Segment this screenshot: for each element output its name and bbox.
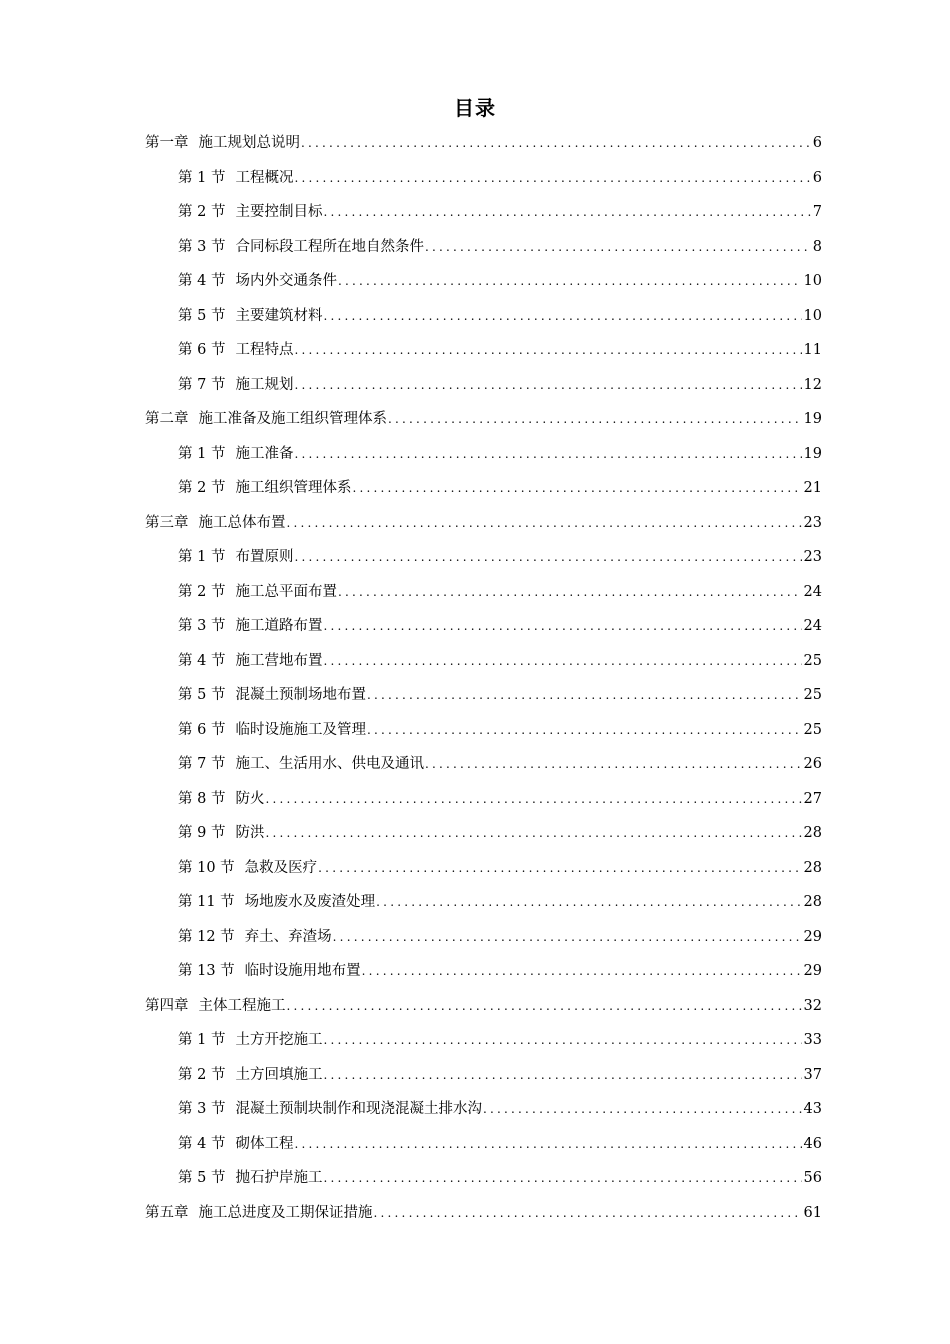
toc-dot-leader [318,851,801,886]
toc-dot-leader [323,1161,801,1196]
toc-entry-text: 临时设施施工及管理 [235,721,366,738]
toc-entry-label [178,747,424,782]
toc-page-number: 19 [803,411,822,427]
toc-entry-label [178,368,293,403]
toc-entry-number: 第 7 节 [178,376,226,393]
toc-entry-text: 布置原则 [235,549,294,565]
toc-page-number: 33 [803,1032,822,1048]
toc-entry-number: 第 3 节 [178,1101,226,1117]
toc-entry-label [178,885,375,920]
toc-section-entry[interactable] [145,1161,822,1196]
toc-section-entry[interactable] [145,333,822,368]
toc-entry-label [178,782,264,817]
toc-page-number: 6 [812,169,822,186]
toc-page-number: 29 [803,928,822,945]
toc-section-entry[interactable] [145,885,822,920]
toc-page-number: 43 [803,1101,822,1117]
toc-section-entry[interactable] [145,609,822,644]
toc-entry-text: 砌体工程 [235,1135,294,1152]
toc-dot-leader [294,437,801,472]
toc-chapter-entry[interactable] [145,1196,822,1231]
toc-dot-leader [323,299,801,334]
toc-dot-leader [294,540,801,575]
toc-entry-text: 弃土、弃渣场 [244,928,332,945]
toc-entry-label [178,230,424,265]
toc-entry-text: 合同标段工程所在地自然条件 [235,238,424,255]
toc-dot-leader [323,644,801,679]
toc-dot-leader [425,747,802,782]
toc-entry-text: 防洪 [235,825,265,841]
toc-dot-leader [376,885,801,920]
toc-entry-number: 第一章 [145,135,189,151]
toc-dot-leader [301,126,811,161]
toc-page-number: 26 [803,756,822,772]
toc-dot-leader [294,368,801,403]
toc-entry-number: 第 8 节 [178,790,226,807]
toc-entry-text: 主要建筑材料 [235,307,323,324]
toc-page-number: 6 [812,135,822,151]
toc-entry-label [178,299,322,334]
toc-entry-label [178,264,337,299]
toc-entry-label [178,575,337,610]
toc-page-number: 11 [803,342,822,358]
toc-page-number: 37 [803,1066,822,1083]
toc-section-entry[interactable] [145,920,822,955]
toc-section-entry[interactable] [145,161,822,196]
toc-dot-leader [483,1092,802,1127]
toc-entry-text: 施工规划总说明 [198,135,300,151]
toc-entry-label [178,1092,482,1127]
toc-entry-number: 第 3 节 [178,238,226,255]
toc-page-number: 12 [803,376,822,393]
toc-entry-label [178,333,293,368]
toc-dot-leader [352,471,801,506]
toc-entry-label [145,126,300,161]
toc-dot-leader [333,920,802,955]
toc-entry-label [178,471,351,506]
toc-entry-number: 第 13 节 [178,963,235,979]
toc-entry-text: 施工营地布置 [235,652,323,669]
toc-entry-label [178,678,366,713]
toc-entry-number: 第 9 节 [178,825,226,841]
toc-entry-text: 急救及医疗 [244,859,318,876]
toc-entry-text: 场地废水及废渣处理 [244,894,376,910]
toc-entry-label [145,989,286,1024]
toc-entry-text: 施工、生活用水、供电及通讯 [235,756,424,772]
toc-entry-number: 第 7 节 [178,756,226,772]
toc-page-number: 46 [803,1135,822,1152]
toc-dot-leader [362,954,802,989]
toc-dot-leader [294,333,801,368]
toc-entry-label [178,1058,322,1093]
toc-dot-leader [388,402,802,437]
toc-page-number: 21 [803,480,822,496]
toc-title: 目录 [454,96,496,120]
toc-entry-label [178,161,293,196]
toc-entry-number: 第 4 节 [178,273,226,289]
toc-dot-leader [265,816,801,851]
toc-page-number: 24 [803,583,822,600]
toc-section-entry[interactable] [145,782,822,817]
toc-dot-leader [265,782,801,817]
toc-page-number: 23 [803,549,822,565]
toc-page-number: 10 [803,273,822,289]
toc-entry-number: 第 4 节 [178,652,226,669]
toc-list [145,126,822,1230]
toc-entry-text: 主体工程施工 [198,997,286,1014]
toc-entry-label [178,609,322,644]
toc-dot-leader [374,1196,802,1231]
toc-dot-leader [367,713,802,748]
toc-entry-text: 施工总体布置 [198,514,286,531]
toc-entry-label [178,195,322,230]
toc-section-entry[interactable] [145,1023,822,1058]
toc-page-number: 8 [812,238,822,255]
toc-chapter-entry[interactable] [145,402,822,437]
toc-entry-text: 抛石护岸施工 [235,1170,323,1186]
toc-page-number: 28 [803,894,822,910]
toc-entry-number: 第二章 [145,411,189,427]
toc-entry-text: 工程特点 [235,342,294,358]
toc-entry-label [178,713,366,748]
toc-dot-leader [294,161,810,196]
toc-section-entry[interactable] [145,851,822,886]
toc-dot-leader [367,678,802,713]
toc-page-number: 10 [803,307,822,324]
toc-entry-number: 第 3 节 [178,618,226,634]
toc-page-number: 29 [803,963,822,979]
toc-entry-label [145,1196,373,1231]
toc-entry-text: 施工规划 [235,376,294,393]
toc-chapter-entry[interactable] [145,506,822,541]
toc-section-entry[interactable] [145,644,822,679]
toc-entry-label [145,402,387,437]
toc-dot-leader [294,1127,801,1162]
toc-section-entry[interactable] [145,954,822,989]
toc-entry-label [178,816,264,851]
toc-dot-leader [287,506,802,541]
toc-page-number: 19 [803,445,822,462]
toc-entry-number: 第 10 节 [178,859,235,876]
toc-section-entry[interactable] [145,713,822,748]
toc-entry-label [178,1023,322,1058]
toc-entry-number: 第 6 节 [178,342,226,358]
toc-entry-number: 第 4 节 [178,1135,226,1152]
toc-entry-text: 土方开挖施工 [235,1032,323,1048]
toc-entry-number: 第四章 [145,997,189,1014]
toc-entry-text: 施工组织管理体系 [235,480,352,496]
toc-entry-number: 第 2 节 [178,480,226,496]
toc-entry-text: 场内外交通条件 [235,273,337,289]
toc-page-number: 27 [803,790,822,807]
toc-section-entry[interactable] [145,437,822,472]
toc-dot-leader [323,195,810,230]
toc-section-entry[interactable] [145,678,822,713]
toc-section-entry[interactable] [145,1058,822,1093]
toc-entry-text: 混凝土预制场地布置 [235,687,366,703]
toc-entry-number: 第 1 节 [178,549,226,565]
toc-entry-label [178,437,293,472]
toc-page-number: 61 [803,1204,822,1221]
toc-entry-text: 施工道路布置 [235,618,323,634]
toc-dot-leader [287,989,802,1024]
toc-entry-label [178,540,293,575]
toc-entry-text: 施工总进度及工期保证措施 [198,1204,373,1221]
toc-page-number: 7 [812,204,822,220]
toc-entry-label [178,920,332,955]
toc-section-entry[interactable] [145,230,822,265]
toc-page-number: 25 [803,652,822,669]
toc-entry-text: 土方回填施工 [235,1066,323,1083]
toc-section-entry[interactable] [145,264,822,299]
toc-entry-number: 第 6 节 [178,721,226,738]
toc-section-entry[interactable] [145,368,822,403]
toc-dot-leader [323,1023,801,1058]
toc-section-entry[interactable] [145,1092,822,1127]
toc-page-number: 25 [803,721,822,738]
toc-section-entry[interactable] [145,1127,822,1162]
toc-entry-text: 主要控制目标 [235,204,323,220]
toc-dot-leader [338,575,802,610]
toc-entry-label [178,644,322,679]
toc-section-entry[interactable] [145,816,822,851]
toc-page-number: 56 [803,1170,822,1186]
toc-entry-text: 施工准备及施工组织管理体系 [198,411,387,427]
toc-entry-label [178,1127,293,1162]
toc-section-entry[interactable] [145,195,822,230]
toc-entry-label [145,506,286,541]
toc-page-number: 28 [803,825,822,841]
toc-entry-number: 第 5 节 [178,1170,226,1186]
toc-page-number: 23 [803,514,822,531]
toc-dot-leader [425,230,811,265]
toc-entry-number: 第 2 节 [178,583,226,600]
toc-entry-number: 第 12 节 [178,928,235,945]
toc-dot-leader [338,264,802,299]
toc-dot-leader [323,1058,801,1093]
toc-entry-number: 第 1 节 [178,169,226,186]
toc-entry-number: 第 11 节 [178,894,235,910]
toc-entry-text: 防火 [235,790,265,807]
toc-entry-label [178,954,361,989]
toc-entry-number: 第 5 节 [178,687,226,703]
toc-entry-label [178,851,317,886]
toc-entry-number: 第 2 节 [178,204,226,220]
toc-entry-text: 混凝土预制块制作和现浇混凝土排水沟 [235,1101,482,1117]
toc-entry-number: 第 2 节 [178,1066,226,1083]
toc-page-number: 25 [803,687,822,703]
toc-entry-number: 第三章 [145,514,189,531]
toc-section-entry[interactable] [145,540,822,575]
toc-entry-number: 第五章 [145,1204,189,1221]
toc-entry-label [178,1161,322,1196]
toc-entry-number: 第 1 节 [178,445,226,462]
toc-page-number: 24 [803,618,822,634]
toc-entry-number: 第 1 节 [178,1032,226,1048]
toc-page-number: 32 [803,997,822,1014]
toc-entry-text: 施工总平面布置 [235,583,337,600]
toc-section-entry[interactable] [145,575,822,610]
toc-chapter-entry[interactable] [145,126,822,161]
toc-entry-text: 工程概况 [235,169,294,186]
toc-section-entry[interactable] [145,299,822,334]
toc-entry-text: 施工准备 [235,445,294,462]
toc-chapter-entry[interactable] [145,989,822,1024]
toc-section-entry[interactable] [145,471,822,506]
toc-section-entry[interactable] [145,747,822,782]
toc-entry-number: 第 5 节 [178,307,226,324]
toc-dot-leader [323,609,801,644]
toc-page-number: 28 [803,859,822,876]
toc-entry-text: 临时设施用地布置 [244,963,361,979]
